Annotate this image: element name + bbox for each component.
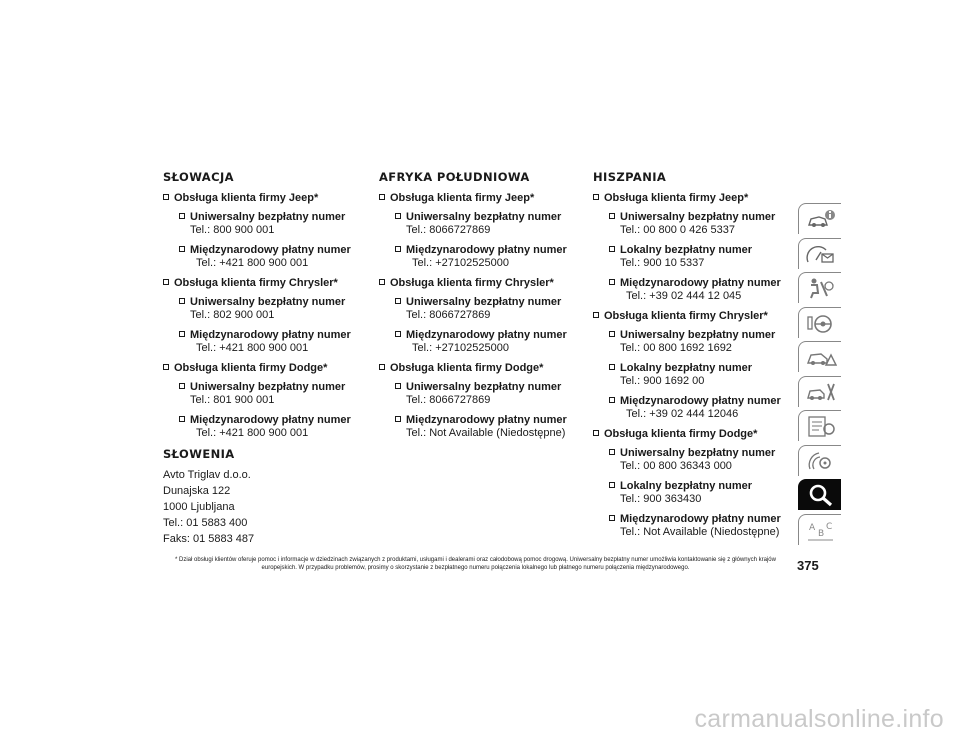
service-numbers [593,329,798,421]
bullet-square-icon [593,312,599,318]
service-group [379,277,584,355]
service-group-title: Obsługa klienta firmy Chrysler* [174,277,338,289]
tab-steering[interactable] [798,307,841,338]
service-numbers [379,381,584,440]
steering-wheel-icon [805,311,837,335]
number-type [395,296,584,309]
footnote: * Dział obsługi klientów oferuje pomoc i informacje w dziedzinach związanych z produktami, usługami i dealerami oraz całodobową pomoc drogową. Uniwersalny bezpłatny numer umożliwia kontaktowanie się z głównych krajów europejskich. W przypadku problemów, prosimy o skorzystanie z bezpłatnego numeru połączenia lokalnego lub płatnego numeru połączenia międzynarodowego. [175,557,776,571]
bullet-square-icon [179,416,185,422]
phone-number: Tel.: 8066727869 [406,309,491,321]
bullet-square-icon [395,213,401,219]
svg-text:B: B [818,528,825,539]
number-type-label: Uniwersalny bezpłatny numer [620,329,776,341]
tab-search-index[interactable] [798,479,841,510]
number-type-label: Międzynarodowy płatny numer [406,414,567,426]
phone-number: Tel.: +27102525000 [412,257,509,269]
phone-number: Tel.: +39 02 444 12046 [626,408,739,420]
dashboard-warning-icon [805,242,837,266]
number-type-label: Lokalny bezpłatny numer [620,244,753,256]
number-type [609,362,798,375]
service-numbers [593,447,798,539]
number-type-label: Uniwersalny bezpłatny numer [620,447,776,459]
service-group-title: Obsługa klienta firmy Dodge* [604,428,758,440]
bullet-square-icon [609,331,615,337]
service-numbers [379,211,584,270]
number-entry [609,329,798,355]
car-info-icon [805,207,837,231]
column-spain [593,170,798,546]
number-type [179,296,368,309]
bullet-square-icon [163,194,169,200]
service-group [163,362,368,440]
phone-number: Tel.: +421 800 900 001 [196,257,309,269]
service-numbers [163,211,368,270]
service-group-title: Obsługa klienta firmy Jeep* [174,192,319,204]
number-entry [395,296,584,322]
tab-dashboard[interactable] [798,238,841,269]
number-type [609,447,798,460]
phone-number: Tel.: 900 1692 00 [620,375,705,387]
groups-spain [593,192,798,539]
service-group-title: Obsługa klienta firmy Dodge* [174,362,328,374]
number-type [609,277,798,290]
number-entry [609,447,798,473]
phone-number: Tel.: +39 02 444 12 045 [626,290,742,302]
bullet-square-icon [609,515,615,521]
svg-text:C: C [826,521,833,532]
number-entry [395,381,584,407]
column-south-africa [379,170,584,447]
phone-number: Tel.: 8066727869 [406,224,491,236]
slovenia-line: Faks: 01 5883 487 [163,533,255,545]
number-type-label: Uniwersalny bezpłatny numer [406,296,562,308]
bullet-square-icon [179,383,185,389]
bullet-square-icon [179,213,185,219]
service-group [593,192,798,303]
bullet-square-icon [179,331,185,337]
phone-number: Tel.: +27102525000 [412,342,509,354]
search-index-icon [805,483,837,507]
phone-number: Tel.: 00 800 1692 1692 [620,342,732,354]
number-entry [179,329,368,355]
bullet-square-icon [593,194,599,200]
service-group-title: Obsługa klienta firmy Jeep* [604,192,749,204]
phone-number: Tel.: 801 900 001 [190,394,275,406]
phone-number: Tel.: Not Available (Niedostępne) [406,427,566,439]
bullet-square-icon [395,298,401,304]
bullet-square-icon [179,246,185,252]
number-entry [609,362,798,388]
slovenia-line: Tel.: 01 5883 400 [163,517,248,529]
number-type [609,513,798,526]
phone-number: Tel.: 00 800 0 426 5337 [620,224,735,236]
tab-multimedia[interactable] [798,445,841,476]
service-numbers [593,211,798,303]
number-type [179,381,368,394]
tab-languages[interactable] [798,514,841,545]
number-entry [395,211,584,237]
number-type [179,211,368,224]
number-entry [609,244,798,270]
service-group [163,192,368,270]
multimedia-icon [805,449,837,473]
number-entry [179,211,368,237]
service-numbers [379,296,584,355]
bullet-square-icon [395,416,401,422]
watermark: carmanualsonline.info [694,705,944,733]
number-type [179,329,368,342]
slovenia-line: 1000 Ljubljana [163,501,235,513]
service-numbers [163,381,368,440]
heading-spain: HISZPANIA [593,170,667,184]
technical-data-icon [805,414,837,438]
number-entry [609,211,798,237]
number-entry [395,244,584,270]
slovenia-line: Dunajska 122 [163,485,231,497]
number-type-label: Uniwersalny bezpłatny numer [190,381,346,393]
bullet-square-icon [163,279,169,285]
number-entry [179,381,368,407]
number-type [395,381,584,394]
phone-number: Tel.: +421 800 900 001 [196,427,309,439]
number-type [609,244,798,257]
service-group [163,277,368,355]
service-group [593,428,798,539]
number-type [179,414,368,427]
number-entry [179,244,368,270]
number-type-label: Międzynarodowy płatny numer [620,513,781,525]
bullet-square-icon [593,430,599,436]
page-number: 375 [797,558,819,573]
seat-safety-icon [805,276,837,300]
bullet-square-icon [163,364,169,370]
service-tools-icon [805,380,837,404]
service-numbers [163,296,368,355]
number-type [609,395,798,408]
bullet-square-icon [609,246,615,252]
tab-technical-data[interactable] [798,410,841,441]
phone-number: Tel.: 8066727869 [406,394,491,406]
number-entry [179,414,368,440]
number-type-label: Międzynarodowy płatny numer [620,395,781,407]
svg-text:A: A [809,522,816,533]
number-type-label: Międzynarodowy płatny numer [190,244,351,256]
section-slovenia [163,447,368,547]
service-group-title: Obsługa klienta firmy Chrysler* [390,277,554,289]
bullet-square-icon [609,397,615,403]
number-type [395,329,584,342]
phone-number: Tel.: 802 900 001 [190,309,275,321]
bullet-square-icon [609,279,615,285]
number-entry [609,395,798,421]
number-entry [609,480,798,506]
heading-south-africa: AFRYKA POŁUDNIOWA [379,170,530,184]
number-entry [609,513,798,539]
service-group [593,310,798,421]
bullet-square-icon [609,364,615,370]
service-group [379,362,584,440]
number-type-label: Lokalny bezpłatny numer [620,362,753,374]
groups-slovakia [163,192,368,440]
number-type-label: Międzynarodowy płatny numer [190,414,351,426]
bullet-square-icon [379,364,385,370]
groups-south-africa [379,192,584,440]
bullet-square-icon [609,213,615,219]
bullet-square-icon [179,298,185,304]
bullet-square-icon [609,482,615,488]
number-type-label: Międzynarodowy płatny numer [406,244,567,256]
number-type-label: Międzynarodowy płatny numer [620,277,781,289]
service-group-title: Obsługa klienta firmy Jeep* [390,192,535,204]
service-group-title: Obsługa klienta firmy Chrysler* [604,310,768,322]
number-type [395,414,584,427]
bullet-square-icon [379,194,385,200]
tab-breakdown[interactable] [798,341,841,372]
breakdown-icon [805,345,837,369]
number-type [609,329,798,342]
number-type [609,211,798,224]
tab-car-info[interactable] [798,203,841,234]
bullet-square-icon [395,383,401,389]
number-type-label: Uniwersalny bezpłatny numer [406,211,562,223]
number-type-label: Uniwersalny bezpłatny numer [190,211,346,223]
number-entry [179,296,368,322]
heading-slovakia: SŁOWACJA [163,170,234,184]
languages-icon [805,518,837,542]
phone-number: Tel.: 800 900 001 [190,224,275,236]
number-type-label: Uniwersalny bezpłatny numer [406,381,562,393]
bullet-square-icon [379,279,385,285]
number-type-label: Uniwersalny bezpłatny numer [620,211,776,223]
chapter-tabs [798,203,841,548]
bullet-square-icon [395,246,401,252]
number-type [179,244,368,257]
tab-service[interactable] [798,376,841,407]
tab-seat-safety[interactable] [798,272,841,303]
phone-number: Tel.: Not Available (Niedostępne) [620,526,780,538]
column-slovakia-slovenia [163,170,368,547]
phone-number: Tel.: 900 10 5337 [620,257,705,269]
phone-number: Tel.: +421 800 900 001 [196,342,309,354]
bullet-square-icon [609,449,615,455]
bullet-square-icon [395,331,401,337]
phone-number: Tel.: 900 363430 [620,493,702,505]
number-type-label: Uniwersalny bezpłatny numer [190,296,346,308]
number-type-label: Lokalny bezpłatny numer [620,480,753,492]
service-group-title: Obsługa klienta firmy Dodge* [390,362,544,374]
phone-number: Tel.: 00 800 36343 000 [620,460,732,472]
number-entry [609,277,798,303]
number-entry [395,329,584,355]
number-type [609,480,798,493]
number-type [395,244,584,257]
number-type-label: Międzynarodowy płatny numer [406,329,567,341]
slovenia-line: Avto Triglav d.o.o. [163,469,251,481]
number-type [395,211,584,224]
number-entry [395,414,584,440]
number-type-label: Międzynarodowy płatny numer [190,329,351,341]
service-group [379,192,584,270]
heading-slovenia: SŁOWENIA [163,447,235,461]
